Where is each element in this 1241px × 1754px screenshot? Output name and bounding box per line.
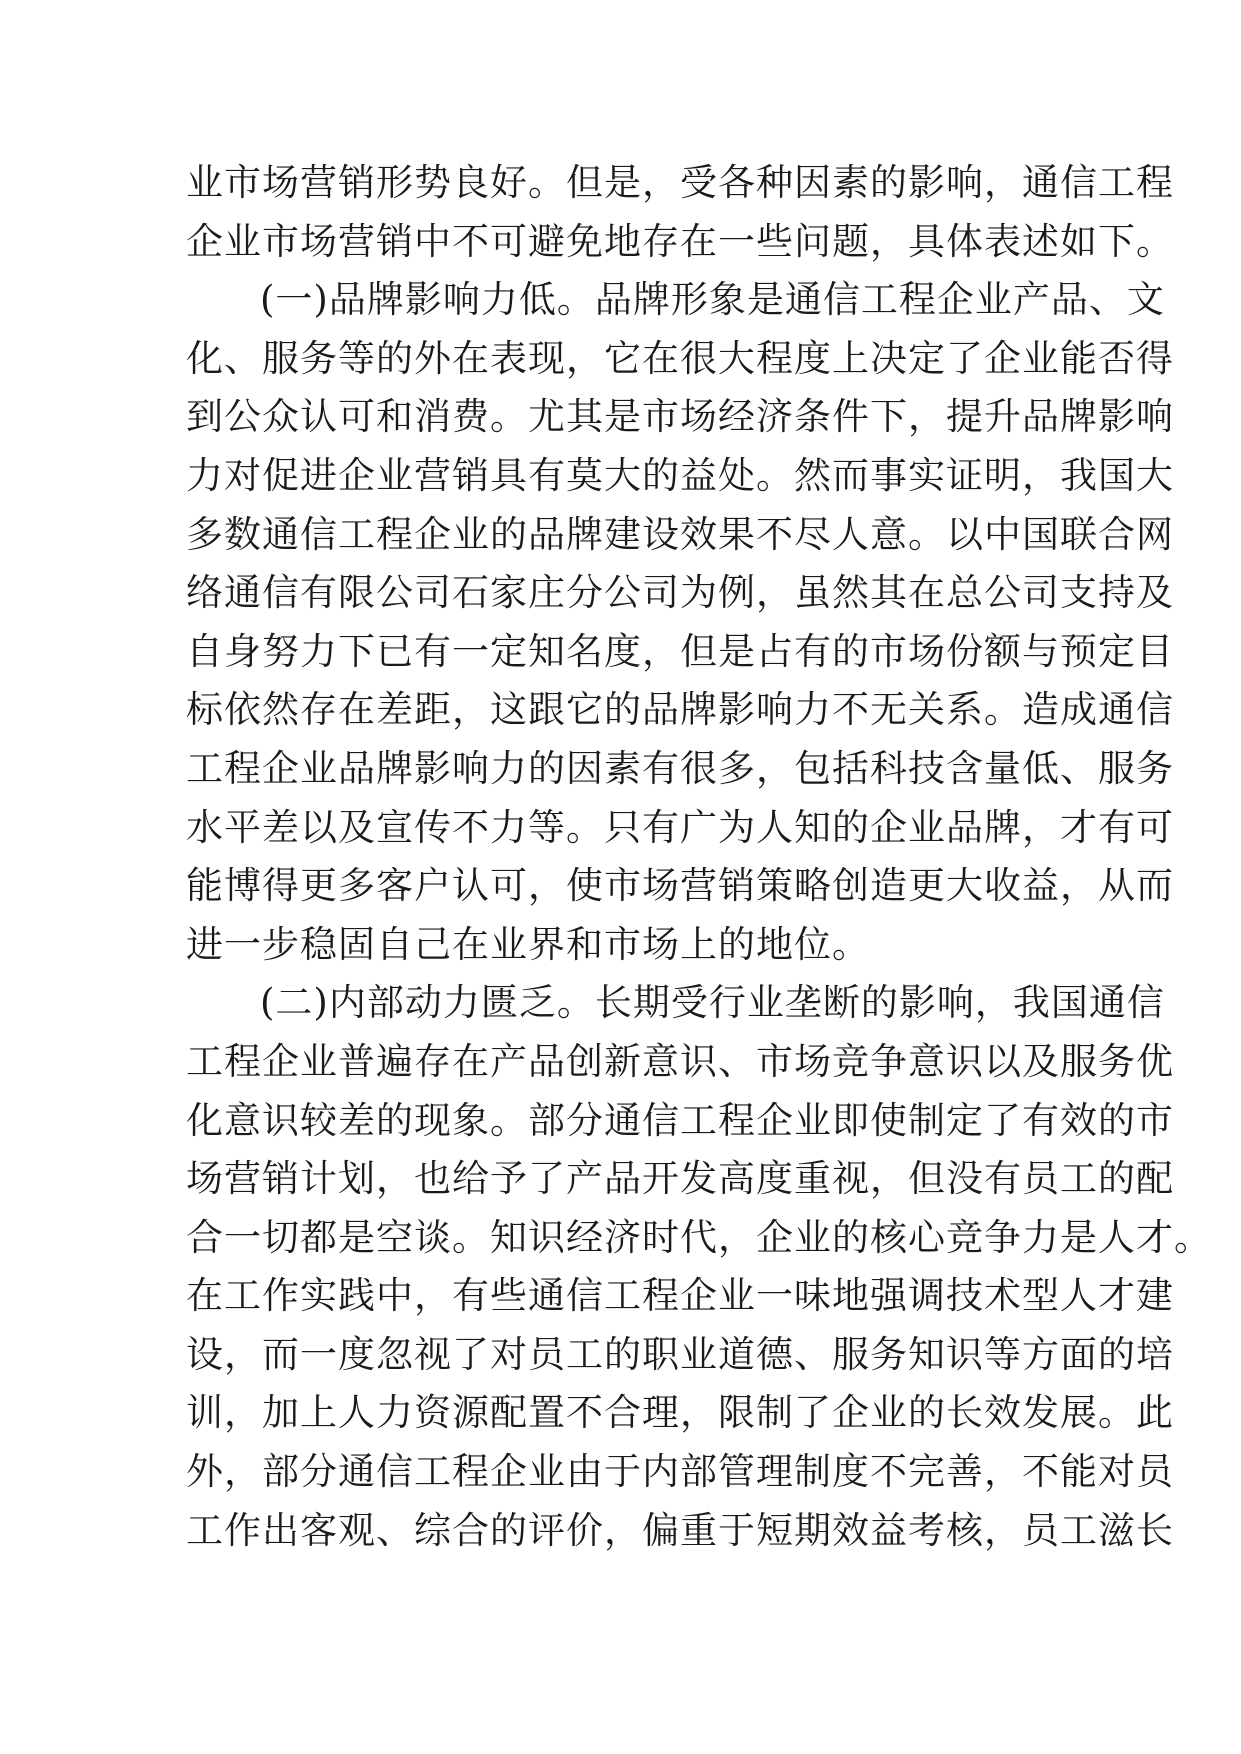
text-line: 外，部分通信工程企业由于内部管理制度不完善，不能对员 <box>186 1450 1174 1494</box>
text-line: 训，加上人力资源配置不合理，限制了企业的长效发展。此 <box>186 1391 1174 1435</box>
text-line: 标依然存在差距，这跟它的品牌影响力不无关系。造成通信 <box>186 688 1174 732</box>
text-line: 工程企业品牌影响力的因素有很多，包括科技含量低、服务 <box>186 746 1174 790</box>
text-line: 络通信有限公司石家庄分公司为例，虽然其在总公司支持及 <box>186 571 1174 615</box>
section-heading-line: (一)品牌影响力低。品牌形象是通信工程企业产品、文 <box>260 278 1165 322</box>
text-line: 力对促进企业营销具有莫大的益处。然而事实证明，我国大 <box>186 453 1174 497</box>
text-line: 化、服务等的外在表现，它在很大程度上决定了企业能否得 <box>186 336 1174 380</box>
text-line: 在工作实践中，有些通信工程企业一味地强调技术型人才建 <box>186 1274 1174 1318</box>
text-line: 自身努力下已有一定知名度，但是占有的市场份额与预定目 <box>186 629 1174 673</box>
body-text <box>186 154 1212 1560</box>
text-line: 进一步稳固自己在业界和市场上的地位。 <box>186 922 870 966</box>
text-line: 工作出客观、综合的评价，偏重于短期效益考核，员工滋长 <box>186 1508 1174 1552</box>
text-line: 能博得更多客户认可，使市场营销策略创造更大收益，从而 <box>186 864 1174 908</box>
section-heading-line: (二)内部动力匮乏。长期受行业垄断的影响，我国通信 <box>260 981 1165 1025</box>
text-line: 企业市场营销中不可避免地存在一些问题，具体表述如下。 <box>186 219 1174 263</box>
text-line: 业市场营销形势良好。但是，受各种因素的影响，通信工程 <box>186 161 1174 204</box>
text-line: 工程企业普遍存在产品创新意识、市场竞争意识以及服务优 <box>186 1039 1174 1083</box>
text-line: 到公众认可和消费。尤其是市场经济条件下，提升品牌影响 <box>186 395 1174 439</box>
text-line: 场营销计划，也给予了产品开发高度重视，但没有员工的配 <box>186 1157 1174 1201</box>
text-line: 水平差以及宣传不力等。只有广为人知的企业品牌，才有可 <box>186 805 1174 849</box>
text-line: 多数通信工程企业的品牌建设效果不尽人意。以中国联合网 <box>186 512 1174 556</box>
text-line: 设，而一度忽视了对员工的职业道德、服务知识等方面的培 <box>186 1332 1174 1376</box>
text-line: 化意识较差的现象。部分通信工程企业即使制定了有效的市 <box>186 1098 1174 1142</box>
text-line: 合一切都是空谈。知识经济时代，企业的核心竞争力是人才。 <box>186 1215 1212 1259</box>
